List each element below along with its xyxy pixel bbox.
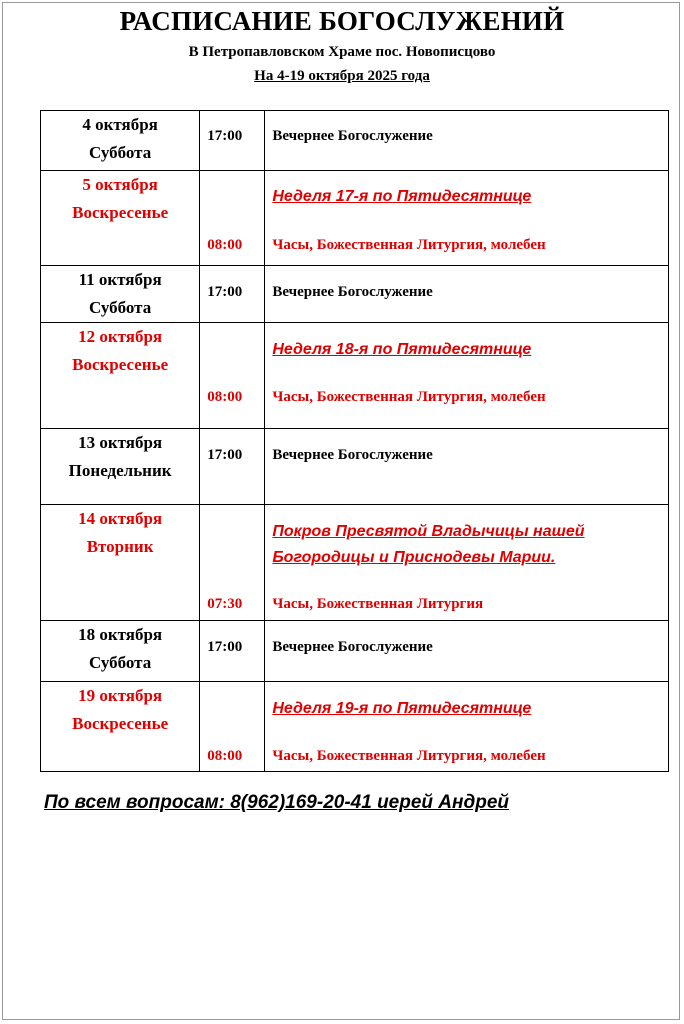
table-row xyxy=(41,323,669,429)
event-cell xyxy=(265,682,669,772)
feast-title-line2: Богородицы и Приснодевы Марии. xyxy=(272,549,556,566)
time-text: 17:00 xyxy=(207,447,243,463)
table-row xyxy=(41,266,669,323)
day-cell xyxy=(41,111,200,171)
date-text: 4 октября xyxy=(82,115,158,134)
day-cell xyxy=(41,682,200,772)
event-text: Часы, Божественная Литургия, молебен xyxy=(272,237,546,253)
weekday-text: Воскресенье xyxy=(72,714,169,733)
date-text: 12 октября xyxy=(78,327,163,346)
table-row xyxy=(41,111,669,171)
time-text: 08:00 xyxy=(207,748,243,764)
date-text: 18 октября xyxy=(78,625,163,644)
feast-title-line1: Покров Пресвятой Владычицы нашей xyxy=(272,523,585,540)
day-cell xyxy=(41,429,200,505)
event-cell xyxy=(265,266,669,323)
event-text: Часы, Божественная Литургия, молебен xyxy=(272,389,546,405)
table-row xyxy=(41,171,669,266)
event-text: Часы, Божественная Литургия xyxy=(272,596,484,612)
date-range xyxy=(0,66,684,86)
time-text: 08:00 xyxy=(207,389,243,405)
time-cell xyxy=(200,171,265,266)
church-subtitle: В Петропавловском Храме пос. Новописцово xyxy=(188,44,496,60)
time-cell xyxy=(200,505,265,621)
feast-title: Неделя 19-я по Пятидесятнице xyxy=(272,700,532,717)
schedule-table xyxy=(40,110,669,772)
weekday-text: Воскресенье xyxy=(72,203,169,222)
day-cell xyxy=(41,323,200,429)
time-text: 08:00 xyxy=(207,237,243,253)
event-cell xyxy=(265,111,669,171)
weekday-text: Суббота xyxy=(89,298,152,317)
page-title: РАСПИСАНИЕ БОГОСЛУЖЕНИЙ xyxy=(119,6,565,36)
time-cell xyxy=(200,323,265,429)
event-cell xyxy=(265,171,669,266)
weekday-text: Понедельник xyxy=(68,461,172,480)
feast-title: Неделя 18-я по Пятидесятнице xyxy=(272,341,532,358)
time-text: 17:00 xyxy=(207,284,243,300)
event-cell xyxy=(265,621,669,682)
time-text: 17:00 xyxy=(207,639,243,655)
table-row xyxy=(41,429,669,505)
time-cell xyxy=(200,682,265,772)
feast-title: Неделя 17-я по Пятидесятнице xyxy=(272,188,532,205)
contact-info: По всем вопросам: 8(962)169-20-41 иерей Андрей xyxy=(44,792,510,813)
time-text: 07:30 xyxy=(207,596,243,612)
date-text: 19 октября xyxy=(78,686,163,705)
weekday-text: Суббота xyxy=(89,653,152,672)
time-text: 17:00 xyxy=(207,128,243,144)
day-cell xyxy=(41,505,200,621)
time-cell xyxy=(200,621,265,682)
table-row xyxy=(41,682,669,772)
event-text: Вечернее Богослужение xyxy=(272,639,433,655)
weekday-text: Суббота xyxy=(89,143,152,162)
date-range-text: На 4-19 октября 2025 года xyxy=(254,68,430,84)
date-text: 13 октября xyxy=(78,433,163,452)
event-text: Часы, Божественная Литургия, молебен xyxy=(272,748,546,764)
event-cell xyxy=(265,505,669,621)
event-text: Вечернее Богослужение xyxy=(272,284,433,300)
weekday-text: Вторник xyxy=(86,537,154,556)
date-text: 11 октября xyxy=(78,270,162,289)
day-cell xyxy=(41,621,200,682)
table-row xyxy=(41,621,669,682)
weekday-text: Воскресенье xyxy=(72,355,169,374)
day-cell xyxy=(41,171,200,266)
day-cell xyxy=(41,266,200,323)
time-cell xyxy=(200,266,265,323)
date-text: 14 октября xyxy=(78,509,163,528)
event-cell xyxy=(265,429,669,505)
table-row xyxy=(41,505,669,621)
event-text: Вечернее Богослужение xyxy=(272,447,433,463)
time-cell xyxy=(200,111,265,171)
event-text: Вечернее Богослужение xyxy=(272,128,433,144)
time-cell xyxy=(200,429,265,505)
event-cell xyxy=(265,323,669,429)
date-text: 5 октября xyxy=(82,175,158,194)
